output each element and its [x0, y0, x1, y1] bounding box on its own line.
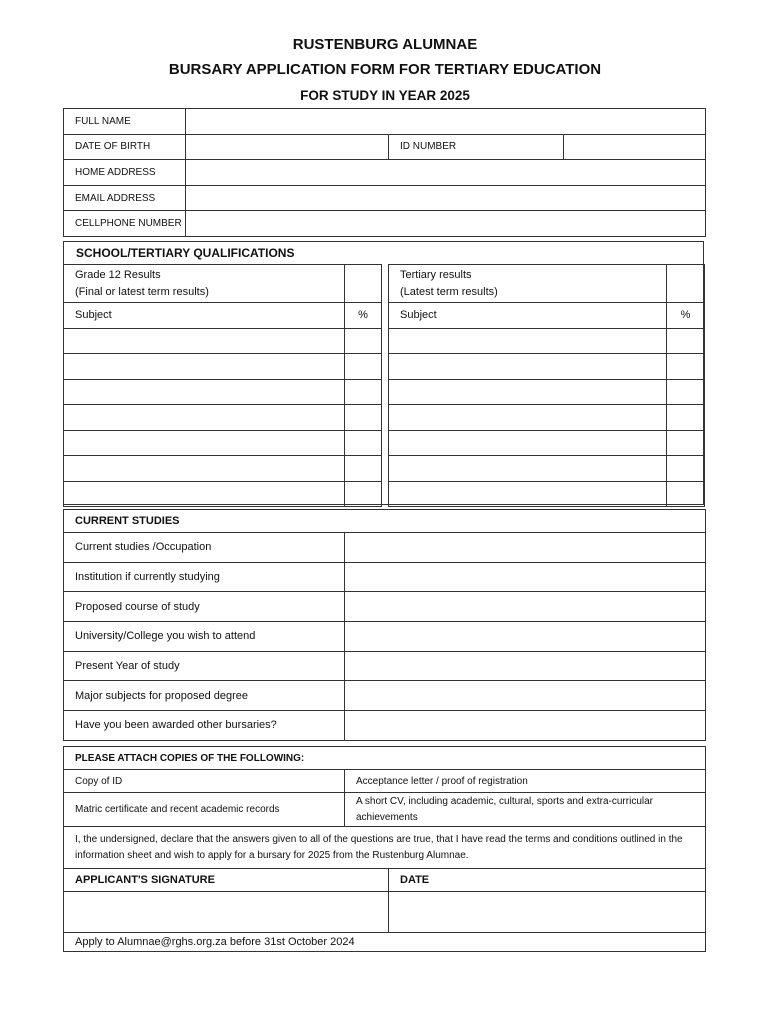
subject-header: Subject — [64, 303, 345, 329]
subject-cell[interactable] — [389, 354, 667, 380]
home-address-field[interactable] — [186, 160, 706, 186]
studies-row-field[interactable] — [345, 562, 706, 592]
subject-cell[interactable] — [389, 456, 667, 482]
subject-cell[interactable] — [389, 430, 667, 456]
cv-item-line1: A short CV, including academic, cultural, sports and extra-curricular — [356, 795, 653, 807]
apply-note: Apply to Alumnae@rghs.org.za before 31st October 2024 — [64, 933, 706, 952]
studies-row-label: Have you been awarded other bursaries? — [64, 711, 345, 741]
personal-details-table — [63, 108, 706, 237]
subject-header: Subject — [389, 303, 667, 329]
attachments-table — [63, 746, 706, 952]
email-label: EMAIL ADDRESS — [64, 185, 186, 211]
studies-row-field[interactable] — [345, 533, 706, 563]
subject-cell[interactable] — [64, 405, 345, 431]
percent-cell[interactable] — [345, 405, 382, 431]
tertiary-results-table — [388, 264, 705, 507]
subject-cell[interactable] — [389, 328, 667, 354]
tertiary-title-line1: Tertiary results — [400, 269, 472, 281]
percent-cell[interactable] — [667, 354, 705, 380]
studies-row-label: Institution if currently studying — [64, 562, 345, 592]
subject-cell[interactable] — [389, 379, 667, 405]
cv-item — [345, 793, 706, 827]
studies-row-field[interactable] — [345, 711, 706, 741]
cellphone-field[interactable] — [186, 211, 706, 237]
percent-cell[interactable] — [345, 379, 382, 405]
tertiary-title-blank — [667, 265, 705, 303]
studies-row-label: Proposed course of study — [64, 592, 345, 622]
form-title-line2: BURSARY APPLICATION FORM FOR TERTIARY EDUCATION — [168, 61, 602, 78]
email-field[interactable] — [186, 185, 706, 211]
percent-cell[interactable] — [667, 328, 705, 354]
tertiary-title-line2: (Latest term results) — [400, 286, 498, 298]
full-name-field[interactable] — [186, 109, 706, 135]
percent-cell[interactable] — [667, 379, 705, 405]
matric-item: Matric certificate and recent academic records — [64, 793, 345, 827]
qualifications-heading: SCHOOL/TERTIARY QUALIFICATIONS — [76, 246, 295, 260]
subject-cell[interactable] — [64, 430, 345, 456]
studies-row-label: Major subjects for proposed degree — [64, 681, 345, 711]
dob-field[interactable] — [186, 134, 389, 160]
acceptance-item: Acceptance letter / proof of registration — [345, 770, 706, 793]
percent-cell[interactable] — [667, 405, 705, 431]
percent-cell[interactable] — [345, 354, 382, 380]
percent-header: % — [667, 303, 705, 329]
declaration-text: I, the undersigned, declare that the answers given to all of the questions are true, that I have read the terms and conditions outlined in the information sheet and wish to apply for a bursary for 2025 from the Rustenburg Alumnae. — [64, 827, 706, 869]
home-address-label: HOME ADDRESS — [64, 160, 186, 186]
current-studies-heading: CURRENT STUDIES — [64, 510, 706, 533]
subject-cell[interactable] — [389, 405, 667, 431]
studies-row-field[interactable] — [345, 681, 706, 711]
subject-cell[interactable] — [64, 354, 345, 380]
percent-cell[interactable] — [667, 481, 705, 507]
grade12-results-table — [63, 264, 382, 507]
percent-cell[interactable] — [345, 456, 382, 482]
date-field[interactable] — [389, 892, 706, 933]
percent-cell[interactable] — [345, 481, 382, 507]
percent-cell[interactable] — [667, 430, 705, 456]
id-number-field[interactable] — [564, 134, 706, 160]
full-name-label: FULL NAME — [64, 109, 186, 135]
studies-row-field[interactable] — [345, 651, 706, 681]
studies-row-field[interactable] — [345, 592, 706, 622]
tertiary-title — [389, 265, 667, 303]
form-title-line3: FOR STUDY IN YEAR 2025 — [300, 88, 470, 103]
id-number-label: ID NUMBER — [389, 134, 564, 160]
subject-cell[interactable] — [64, 456, 345, 482]
grade12-title-blank — [345, 265, 382, 303]
studies-row-field[interactable] — [345, 622, 706, 652]
subject-cell[interactable] — [64, 328, 345, 354]
studies-row-label: University/College you wish to attend — [64, 622, 345, 652]
studies-row-label: Current studies /Occupation — [64, 533, 345, 563]
grade12-title-line2: (Final or latest term results) — [75, 286, 209, 298]
subject-cell[interactable] — [389, 481, 667, 507]
dob-label: DATE OF BIRTH — [64, 134, 186, 160]
percent-cell[interactable] — [345, 430, 382, 456]
cv-item-line2: achievements — [356, 811, 418, 823]
date-label: DATE — [389, 869, 706, 892]
percent-cell[interactable] — [667, 456, 705, 482]
percent-cell[interactable] — [345, 328, 382, 354]
grade12-title-line1: Grade 12 Results — [75, 269, 161, 281]
studies-row-label: Present Year of study — [64, 651, 345, 681]
form-title-line1: RUSTENBURG ALUMNAE — [292, 36, 478, 53]
percent-header: % — [345, 303, 382, 329]
copy-id-item: Copy of ID — [64, 770, 345, 793]
subject-cell[interactable] — [64, 379, 345, 405]
attachments-heading: PLEASE ATTACH COPIES OF THE FOLLOWING: — [64, 747, 706, 770]
signature-label: APPLICANT'S SIGNATURE — [64, 869, 389, 892]
cellphone-label: CELLPHONE NUMBER — [64, 211, 186, 237]
subject-cell[interactable] — [64, 481, 345, 507]
current-studies-table — [63, 509, 706, 741]
grade12-title — [64, 265, 345, 303]
signature-field[interactable] — [64, 892, 389, 933]
